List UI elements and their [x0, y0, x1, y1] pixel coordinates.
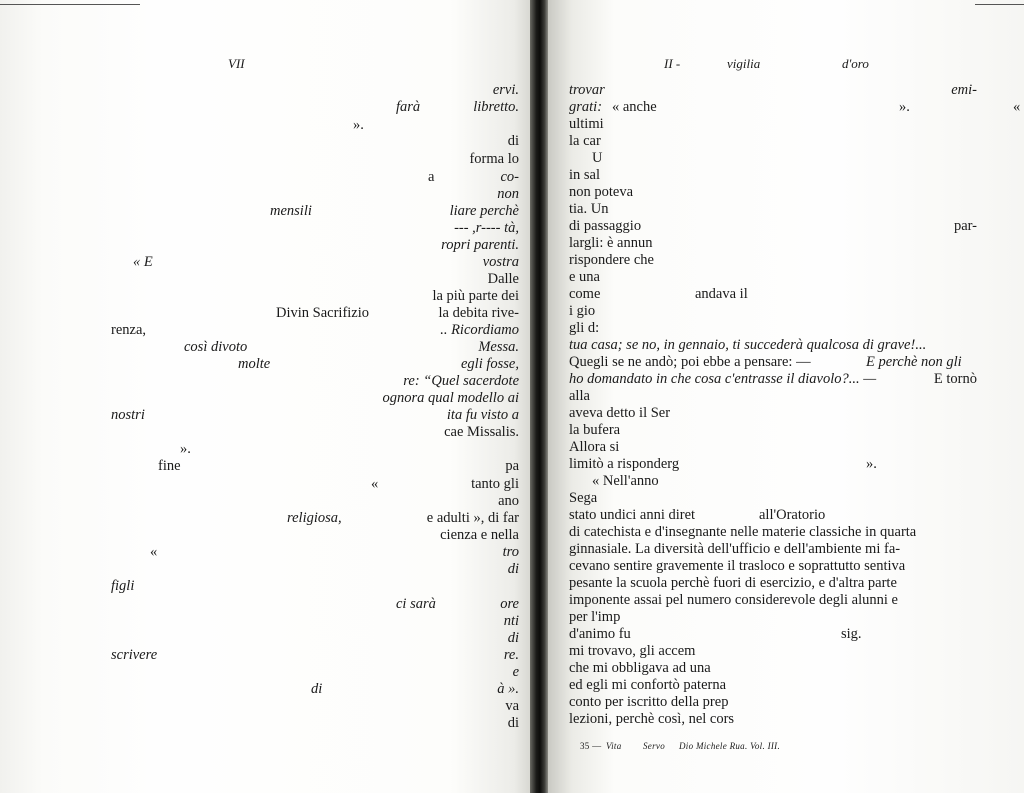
text-line: --- ,r---- tà, — [454, 220, 519, 236]
text-line: di — [507, 133, 519, 149]
text-line: che mi obbligava ad una — [569, 660, 711, 676]
text-line: ropri parenti. — [441, 237, 519, 253]
text-line: all'Oratorio — [759, 507, 826, 523]
text-line: imponente assai pel numero considerevole degli alunni e — [569, 592, 898, 608]
text-line: emi- — [951, 82, 977, 98]
text-line: limitò a risponderg — [569, 456, 680, 472]
text-line: ». — [180, 441, 191, 457]
text-line: d'animo fu — [569, 626, 631, 642]
text-line: mi trovavo, gli accem — [569, 643, 696, 659]
right-page-header-title-end: d'oro — [842, 56, 869, 71]
text-line: libretto. — [473, 99, 519, 115]
text-line: di catechista e d'insegnante nelle materie classiche in quarta — [569, 524, 917, 540]
text-line: trovar — [569, 82, 605, 98]
left-page-header: VII — [228, 56, 245, 71]
right-page-header-title: vigilia — [727, 56, 761, 71]
text-line: rispondere che — [569, 252, 654, 268]
text-line: par- — [953, 218, 977, 234]
text-line: la debita rive- — [438, 305, 519, 321]
text-line: cae Missalis. — [444, 424, 519, 440]
text-line: religiosa, — [287, 510, 342, 526]
text-line: « — [371, 476, 379, 492]
text-line: figli — [111, 578, 135, 594]
text-line: tua casa; se no, in gennaio, ti succederà qualcosa di grave!... — [569, 337, 927, 353]
text-line: andava il — [695, 286, 748, 302]
text-line: Messa. — [478, 339, 519, 355]
text-line: di — [311, 681, 323, 697]
text-line: .. Ricordiamo — [440, 322, 519, 338]
text-line: conto per iscritto della prep — [569, 694, 729, 710]
text-line: e adulti », di far — [426, 510, 519, 526]
text-line: ervi. — [492, 82, 519, 98]
text-line: molte — [238, 356, 271, 372]
text-line: forma lo — [469, 151, 519, 167]
text-line: largli: è annun — [569, 235, 653, 251]
text-line: aveva detto il Ser — [569, 405, 671, 421]
text-line: egli fosse, — [461, 356, 519, 372]
text-line: pesante la scuola perchè fuori di esercizio, e d'altra parte — [569, 575, 897, 591]
text-line: va — [505, 698, 519, 714]
text-line: gli d: — [569, 320, 600, 336]
text-line: ore — [500, 596, 519, 612]
text-line: i gio — [569, 303, 596, 319]
text-line: non poteva — [569, 184, 634, 200]
text-line: in sal — [569, 167, 601, 183]
text-line: tanto gli — [471, 476, 519, 492]
text-line: la car — [569, 133, 601, 149]
footer-book-title: Servo — [643, 741, 665, 751]
text-line: re. — [503, 647, 519, 663]
text-line: cevano sentire gravemente il trasloco e soprattutto sentiva — [569, 558, 906, 574]
text-line: ita fu visto a — [446, 407, 519, 423]
text-line: ognora qual modello ai — [382, 390, 519, 406]
text-line: la più parte dei — [432, 288, 519, 304]
text-line: non — [497, 186, 519, 202]
text-line: e — [512, 664, 519, 680]
text-line: « anche — [612, 99, 657, 115]
text-line: tia. Un — [569, 201, 609, 217]
text-line: « Nell'anno — [592, 473, 659, 489]
text-line: re: “Quel sacerdote — [403, 373, 519, 389]
text-line: Dalle — [487, 271, 519, 287]
text-line: lezioni, perchè così, nel cors — [569, 711, 735, 727]
book-gutter — [530, 0, 548, 793]
page-edge-line — [975, 4, 1024, 5]
text-line: Sega — [569, 490, 598, 506]
text-line: Quegli se ne andò; poi ebbe a pensare: — — [569, 354, 811, 370]
text-line: ginnasiale. La diversità dell'ufficio e dell'ambiente mi fa- — [569, 541, 901, 557]
text-line: la bufera — [569, 422, 621, 438]
text-line: di — [507, 630, 519, 646]
text-line: così divoto — [184, 339, 248, 355]
text-line: pa — [505, 458, 519, 474]
text-line: come — [569, 286, 601, 302]
text-line: ci sarà — [396, 596, 436, 612]
page-edge-line — [0, 4, 140, 5]
text-line: cienza e nella — [440, 527, 519, 543]
text-line: ». — [899, 99, 910, 115]
text-line: di — [507, 715, 519, 731]
text-line: ano — [498, 493, 519, 509]
right-page-header-chapter: II - — [664, 56, 681, 71]
text-line: e una — [569, 269, 600, 285]
text-line: à ». — [497, 681, 519, 697]
footer-book-title: Vita — [606, 741, 622, 751]
text-line: a — [428, 169, 435, 185]
text-line: ho domandato in che cosa c'entrasse il diavolo?... — — [569, 371, 877, 387]
text-line: per l'imp — [569, 609, 621, 625]
text-line: U — [592, 150, 603, 166]
text-line: farà — [396, 99, 421, 115]
text-line: fine — [158, 458, 181, 474]
text-line: Divin Sacrifizio — [276, 305, 370, 321]
text-line: nostri — [111, 407, 145, 423]
text-line: « E — [133, 254, 153, 270]
text-line: liare perchè — [449, 203, 519, 219]
text-line: E tornò — [933, 371, 977, 387]
text-line: alla — [569, 388, 590, 404]
text-line: Allora si — [569, 439, 620, 455]
footer-page-number: 35 — — [580, 741, 602, 751]
footer-book-volume: Dio Michele Rua. Vol. III. — [679, 741, 781, 751]
text-line: E perchè non gli — [866, 354, 962, 370]
text-line: nti — [503, 613, 519, 629]
text-line: grati: — [569, 99, 603, 115]
text-line: sig. — [841, 626, 862, 642]
text-line: ed egli mi confortò paterna — [569, 677, 727, 693]
text-line: ». — [866, 456, 877, 472]
text-line: scrivere — [111, 647, 158, 663]
text-line: mensili — [270, 203, 312, 219]
text-line: di passaggio — [569, 218, 642, 234]
text-line: « — [1013, 99, 1021, 115]
text-line: « — [150, 544, 158, 560]
text-line: vostra — [482, 254, 519, 270]
text-line: co- — [500, 169, 519, 185]
text-line: ». — [353, 117, 364, 133]
text-line: renza, — [111, 322, 147, 338]
text-line: tro — [502, 544, 519, 560]
text-line: di — [507, 561, 519, 577]
text-line: ultimi — [569, 116, 604, 132]
text-line: stato undici anni diret — [569, 507, 696, 523]
